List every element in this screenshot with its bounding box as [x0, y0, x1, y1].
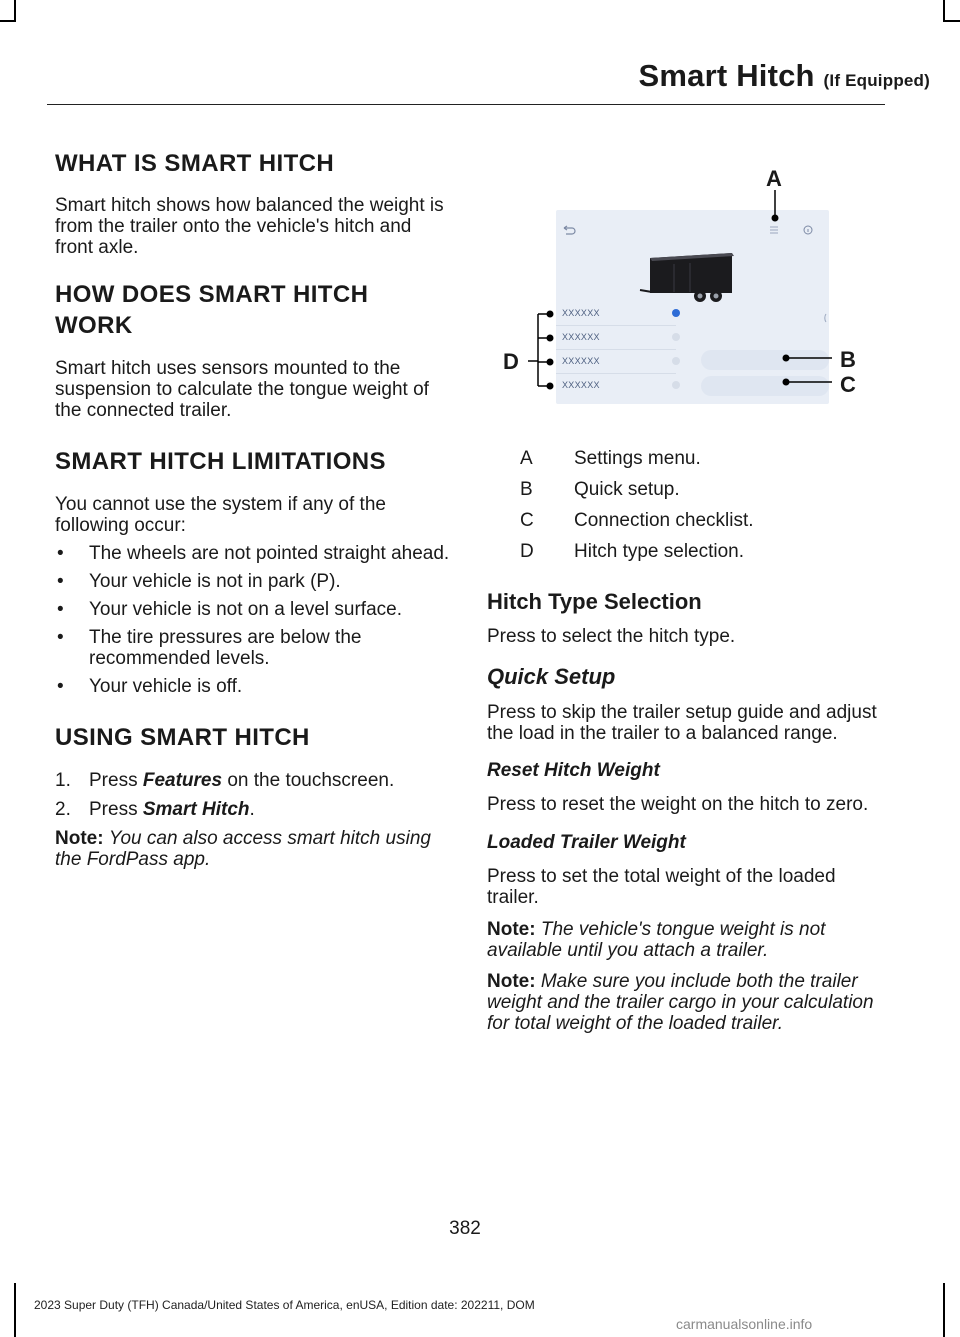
header-title: Smart Hitch [638, 58, 815, 93]
legend-row [487, 479, 882, 510]
legend-row [487, 541, 882, 572]
heading-loaded-trailer-weight: Loaded Trailer Weight [487, 832, 686, 853]
step-text: on the touchscreen. [222, 770, 395, 791]
step-item [55, 799, 450, 820]
step-number: 2. [55, 799, 71, 820]
callout-leaders [500, 160, 870, 410]
hitch-type-label: XXXXXX [562, 356, 600, 366]
note-label: Note: [487, 971, 536, 992]
note-label: Note: [487, 919, 536, 940]
heading-how-works [55, 279, 450, 341]
callout-d: D [503, 349, 519, 374]
step-text: Press [89, 770, 143, 791]
note [487, 919, 882, 961]
list-item: • The tire pressures are below the recommended levels. [57, 627, 362, 669]
list-item-text: Your vehicle is off. [89, 676, 243, 697]
callout-b: B [840, 347, 856, 372]
step-keyword: Features [142, 770, 223, 791]
smart-hitch-screen-figure [500, 160, 870, 410]
legend-key: C [520, 510, 534, 531]
list-item-text: Your vehicle is not in park (P). [89, 571, 341, 592]
heading-limitations: SMART HITCH LIMITATIONS [55, 448, 386, 475]
heading-what-is: WHAT IS SMART HITCH [55, 150, 335, 177]
limitations-list [55, 543, 450, 697]
legend-key: B [520, 479, 533, 500]
note-text: You can also access smart hitch using the FordPass app. [55, 828, 431, 870]
page-header [0, 58, 930, 94]
legend-value: Connection checklist. [574, 510, 754, 531]
figure-legend [487, 448, 882, 572]
list-item: • The wheels are not pointed straight ahead. [57, 543, 450, 564]
list-item: • Your vehicle is not in park (P). [57, 571, 341, 592]
note [487, 971, 882, 1034]
step-text: Press [89, 799, 143, 820]
legend-value: Hitch type selection. [574, 541, 745, 562]
paragraph-what-is: Smart hitch shows how balanced the weight is from the trailer onto the vehicle's hitch and front axle. [55, 195, 444, 258]
crop-mark [0, 20, 16, 22]
list-item-text: The tire pressures are below the recommended levels. [89, 627, 362, 669]
legend-value: Settings menu. [574, 448, 701, 469]
right-column [487, 588, 882, 1034]
step-text: . [249, 799, 255, 820]
heading-quick-setup: Quick Setup [487, 664, 616, 689]
watermark: carmanualsonline.info [676, 1316, 813, 1332]
footer-edition: 2023 Super Duty (TFH) Canada/United States of America, enUSA, Edition date: 202211, DOM [34, 1298, 535, 1312]
list-item-text: Your vehicle is not on a level surface. [89, 599, 402, 620]
legend-key: A [520, 448, 533, 469]
paragraph-reset-hitch-weight: Press to reset the weight on the hitch to zero. [487, 794, 869, 815]
paragraph-quick-setup: Press to skip the trailer setup guide and adjust the load in the trailer to a balanced range. [487, 702, 877, 744]
heading-how-works-line2: WORK [55, 312, 133, 339]
heading-using: USING SMART HITCH [55, 724, 310, 751]
note-text: The vehicle's tongue weight is not available until you attach a trailer. [487, 919, 826, 961]
paragraph-loaded-trailer-weight: Press to set the total weight of the loaded trailer. [487, 866, 836, 908]
page-number: 382 [449, 1218, 481, 1239]
legend-row [487, 448, 882, 479]
hitch-type-label: XXXXXX [562, 332, 600, 342]
header-rule [47, 104, 885, 105]
legend-value: Quick setup. [574, 479, 680, 500]
callout-c: C [840, 372, 856, 397]
list-item-text: The wheels are not pointed straight ahead. [89, 543, 450, 564]
hitch-type-label: XXXXXX [562, 308, 600, 318]
callout-a: A [766, 166, 782, 191]
note [55, 828, 450, 870]
paragraph-how-works: Smart hitch uses sensors mounted to the suspension to calculate the tongue weight of the connected trailer. [55, 358, 429, 421]
crop-mark [943, 1283, 945, 1337]
heading-hitch-type-selection: Hitch Type Selection [487, 589, 702, 614]
heading-how-works-line1: HOW DOES SMART HITCH [55, 281, 369, 308]
list-item: • Your vehicle is not on a level surface. [57, 599, 402, 620]
note-text: Make sure you include both the trailer weight and the trailer cargo in your calculation for total weight of the loaded trailer. [487, 971, 874, 1034]
legend-key: D [520, 541, 534, 562]
crop-mark [14, 1283, 16, 1337]
steps-list [55, 770, 450, 820]
legend-row [487, 510, 882, 541]
note-label: Note: [55, 828, 104, 849]
list-item: • Your vehicle is off. [57, 676, 243, 697]
step-keyword: Smart Hitch [142, 799, 250, 820]
step-number: 1. [55, 770, 71, 791]
paragraph-hitch-type-selection: Press to select the hitch type. [487, 626, 736, 647]
step-item [55, 770, 450, 791]
hitch-type-label: XXXXXX [562, 380, 600, 390]
header-subtitle: (If Equipped) [823, 71, 930, 90]
left-column [55, 148, 450, 870]
crop-mark [943, 20, 960, 22]
crop-mark [14, 0, 16, 22]
crop-mark [943, 0, 945, 22]
paragraph-limitations: You cannot use the system if any of the following occur: [55, 494, 386, 536]
heading-reset-hitch-weight: Reset Hitch Weight [487, 760, 660, 781]
